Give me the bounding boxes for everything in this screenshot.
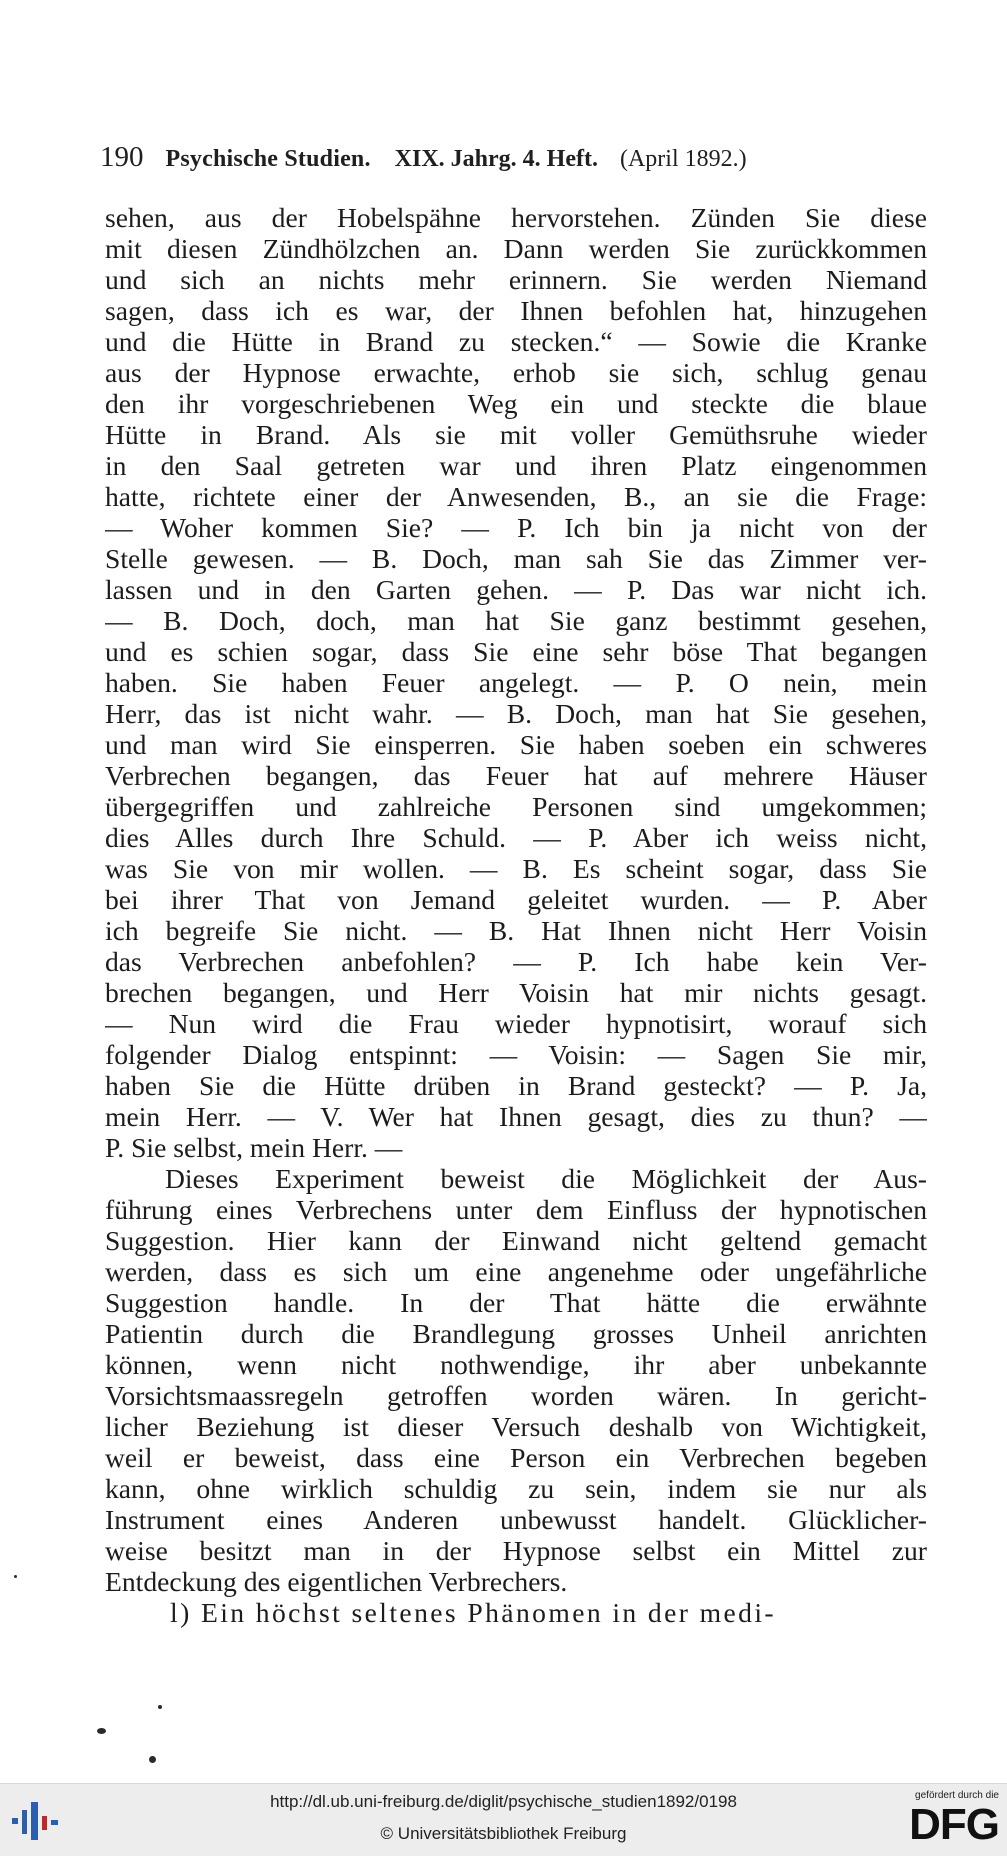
scan-speck [158,1705,162,1709]
text-line: Suggestion. Hier kann der Einwand nicht geltend gemacht [105,1225,927,1256]
text-line: dies Alles durch Ihre Schuld. — P. Aber ich weiss nicht, [105,822,927,853]
volume-issue: XIX. Jahrg. 4. Heft. [394,146,598,172]
text-line: — Nun wird die Frau wieder hypnotisirt, worauf sich [105,1008,927,1039]
text-line: hatte, richtete einer der Anwesenden, B., an sie die Frage: [105,481,927,512]
body-text [105,202,927,1628]
text-line: mein Herr. — V. Wer hat Ihnen gesagt, dies zu thun? — [105,1101,927,1132]
page-number: 190 [100,141,144,173]
text-line: Instrument eines Anderen unbewusst handelt. Glücklicher- [105,1504,927,1535]
text-line: — B. Doch, doch, man hat Sie ganz bestimmt gesehen, [105,605,927,636]
text-line: weise besitzt man in der Hypnose selbst ein Mittel zur [105,1535,927,1566]
text-line: und die Hütte in Brand zu stecken.“ — Sowie die Kranke [105,326,927,357]
text-line: Herr, das ist nicht wahr. — B. Doch, man hat Sie gesehen, [105,698,927,729]
viewer-footer [0,1783,1007,1856]
text-line: lassen und in den Garten gehen. — P. Das war nicht ich. [105,574,927,605]
text-line: bei ihrer That von Jemand geleitet wurden. — P. Aber [105,884,927,915]
text-line: übergegriffen und zahlreiche Personen sind umgekommen; [105,791,927,822]
text-line: aus der Hypnose erwachte, erhob sie sich, schlug genau [105,357,927,388]
text-line: Verbrechen begangen, das Feuer hat auf mehrere Häuser [105,760,927,791]
issue-date: (April 1892.) [619,146,747,172]
text-line: mit diesen Zündhölzchen an. Dann werden Sie zurückkommen [105,233,927,264]
text-line: werden, dass es sich um eine angenehme oder ungefährliche [105,1256,927,1287]
text-line: führung eines Verbrechens unter dem Einfluss der hypnotischen [105,1194,927,1225]
dfg-wordmark: DFG [909,1800,999,1849]
section-start-line: l) Ein höchst seltenes Phänomen in der medi- [170,1597,777,1628]
scan-speck [14,1575,17,1578]
text-line: den ihr vorgeschriebenen Weg ein und steckte die blaue [105,388,927,419]
text-line: Patientin durch die Brandlegung grosses Unheil anrichten [105,1318,927,1349]
text-line: haben Sie die Hütte drüben in Brand gesteckt? — P. Ja, [105,1070,927,1101]
dfg-logo [893,1790,999,1852]
text-line: Entdeckung des eigentlichen Verbrechers. [105,1566,568,1597]
text-line: das Verbrechen anbefohlen? — P. Ich habe kein Ver- [105,946,927,977]
text-line: und es schien sogar, dass Sie eine sehr böse That begangen [105,636,927,667]
text-line: was Sie von mir wollen. — B. Es scheint sogar, dass Sie [105,853,927,884]
text-line: kann, ohne wirklich schuldig zu sein, indem sie nur als [105,1473,927,1504]
text-line: sagen, dass ich es war, der Ihnen befohlen hat, hinzugehen [105,295,927,326]
text-line: und sich an nichts mehr erinnern. Sie werden Niemand [105,264,927,295]
journal-title: Psychische Studien. [165,146,371,172]
text-line: P. Sie selbst, mein Herr. — [105,1132,403,1163]
text-line: weil er beweist, dass eine Person ein Verbrechen begeben [105,1442,927,1473]
text-line: und man wird Sie einsperren. Sie haben soeben ein schweres [105,729,927,760]
text-line: Suggestion handle. In der That hätte die erwähnte [105,1287,927,1318]
text-line: in den Saal getreten war und ihren Platz eingenommen [105,450,927,481]
scan-speck [97,1728,106,1734]
text-line: Hütte in Brand. Als sie mit voller Gemüthsruhe wieder [105,419,927,450]
text-line: Stelle gewesen. — B. Doch, man sah Sie das Zimmer ver- [105,543,927,574]
text-line: sehen, aus der Hobelspähne hervorstehen. Zünden Sie diese [105,202,927,233]
text-line: folgender Dialog entspinnt: — Voisin: — Sagen Sie mir, [105,1039,927,1070]
text-line: können, wenn nicht nothwendige, ihr aber unbekannte [105,1349,927,1380]
scan-speck [149,1756,156,1763]
funding-note: gefördert durch die [915,1790,999,1801]
text-line: licher Beziehung ist dieser Versuch deshalb von Wichtigkeit, [105,1411,927,1442]
running-header [100,141,880,174]
paragraph-start-line: Dieses Experiment beweist die Möglichkeit der Aus- [165,1163,927,1194]
text-line: ich begreife Sie nicht. — B. Hat Ihnen nicht Herr Voisin [105,915,927,946]
copyright-notice: © Universitätsbibliothek Freiburg [380,1824,627,1843]
document-url[interactable]: http://dl.ub.uni-freiburg.de/diglit/psychische_studien1892/0198 [270,1792,737,1811]
text-line: Vorsichtsmaassregeln getroffen worden wären. In gericht- [105,1380,927,1411]
text-line: brechen begangen, und Herr Voisin hat mir nichts gesagt. [105,977,927,1008]
text-line: — Woher kommen Sie? — P. Ich bin ja nicht von der [105,512,927,543]
text-line: haben. Sie haben Feuer angelegt. — P. O nein, mein [105,667,927,698]
